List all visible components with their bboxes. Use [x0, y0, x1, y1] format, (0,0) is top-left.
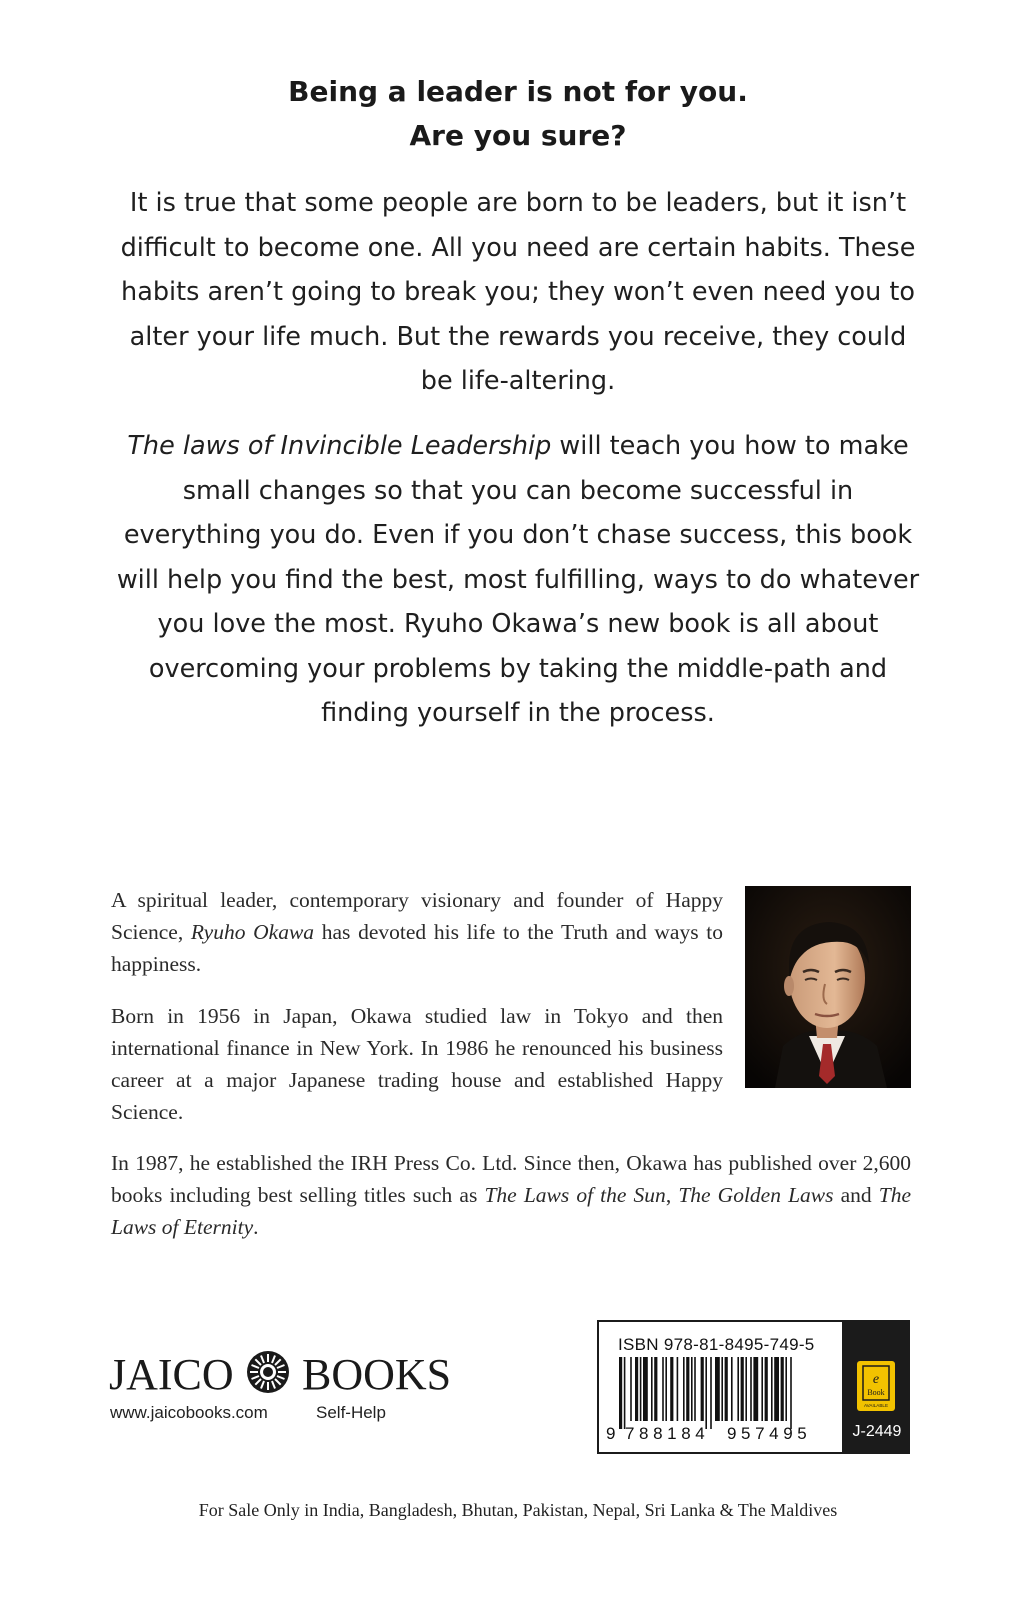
isbn-barcode — [605, 1357, 837, 1443]
barcode-bar — [619, 1357, 622, 1429]
ebook-badge-word: Book — [867, 1388, 885, 1397]
title-golden-laws: The Golden Laws — [678, 1183, 834, 1207]
title-laws-of-the-sun: The Laws of the Sun — [484, 1183, 666, 1207]
barcode-bar — [670, 1357, 673, 1421]
barcode-bar — [686, 1357, 689, 1421]
bio-text: , — [665, 1183, 679, 1207]
bio-text: and — [833, 1183, 879, 1207]
barcode-bar — [635, 1357, 638, 1421]
barcode-bar — [790, 1357, 792, 1429]
barcode-bar — [665, 1357, 667, 1421]
title-laws-of-eternity: The Laws of Eternity — [111, 1183, 912, 1239]
barcode-bar — [654, 1357, 657, 1421]
barcode-digits-left: 788184 — [625, 1424, 710, 1443]
ebook-badge-caption: AVAILABLE — [863, 1403, 889, 1408]
author-bio-paragraph-3 — [111, 1147, 911, 1243]
barcode-bar — [691, 1357, 693, 1421]
author-portrait-image — [745, 886, 911, 1088]
genre-label: Self-Help — [316, 1403, 386, 1422]
barcode-bar — [705, 1357, 707, 1429]
isbn-label: ISBN 978-81-8495-749-5 — [618, 1335, 815, 1354]
bio-text: has devoted his life to the Truth and ways to happiness. — [111, 920, 723, 976]
job-code: J-2449 — [852, 1423, 902, 1440]
barcode-bar — [737, 1357, 739, 1421]
barcode-bar — [753, 1357, 758, 1421]
jaico-sun-logo-icon — [245, 1349, 291, 1395]
bio-text: In 1987, he established the IRH Press Co. Ltd. Since then, Okawa has published over 2,600 books including best selling titles such as — [111, 1151, 911, 1207]
barcode-bar — [683, 1357, 685, 1421]
barcode-bar — [721, 1357, 723, 1421]
blurb-paragraph-2-text: will teach you how to make small changes so that you can become successful in everything you do. Even if you don’t chase success, this book will help you find the best, most fulfilling, ways to do whatever you love the most. Ryuho Okawa’s new book is all about overcoming your problems by taking the middle-path and finding yourself in the process. — [116, 431, 920, 728]
barcode-bar — [785, 1357, 787, 1421]
barcode-bar — [710, 1357, 712, 1429]
bio-text: A spiritual leader, contemporary visionary and founder of Happy Science, — [111, 888, 723, 944]
barcode-bar — [781, 1357, 784, 1421]
barcode-bar — [774, 1357, 779, 1421]
barcode-bar — [662, 1357, 664, 1421]
barcode-bar — [745, 1357, 747, 1421]
ebook-badge-letter: e — [872, 1372, 880, 1387]
barcode-bar — [630, 1357, 632, 1421]
blurb-paragraph-1: It is true that some people are born to be leaders, but it isn’t difficult to become one. All you need are certain habits. These habits aren’t going to break you; they won’t even need you to alter your life much. But the rewards you receive, they could be life-altering. — [120, 188, 916, 396]
barcode-bar — [624, 1357, 626, 1429]
barcode-bar — [765, 1357, 768, 1421]
barcode-bar — [651, 1357, 653, 1421]
sale-territory-note: For Sale Only in India, Bangladesh, Bhutan, Pakistan, Nepal, Sri Lanka & The Maldives — [198, 1500, 838, 1520]
barcode-bar — [640, 1357, 642, 1421]
author-bio-paragraph-1 — [111, 884, 723, 980]
publisher-name-jaico: JAICO — [109, 1350, 234, 1399]
author-bio-paragraph-2: Born in 1956 in Japan, Okawa studied law in Tokyo and then international finance in New York. In 1986 he renounced his business career at a major Japanese trading house and established Happy Science. — [111, 1004, 723, 1124]
author-name: Ryuho Okawa — [190, 920, 315, 944]
barcode-bar — [694, 1357, 696, 1421]
author-portrait — [745, 886, 911, 1088]
barcode-bar — [771, 1357, 773, 1421]
barcode-digit-lead: 9 — [606, 1424, 616, 1443]
blurb-paragraph-2 — [112, 424, 924, 736]
book-title: The laws of Invincible Leadership — [127, 431, 552, 461]
headline-line-1: Being a leader is not for you. — [288, 75, 748, 108]
barcode-bar — [725, 1357, 728, 1421]
barcode-bar — [715, 1357, 720, 1421]
barcode-bar — [750, 1357, 752, 1421]
barcode-bar — [701, 1357, 704, 1421]
barcode-bar — [731, 1357, 733, 1421]
barcode-bar — [643, 1357, 648, 1421]
bio-text: . — [253, 1215, 259, 1239]
publisher-website: www.jaicobooks.com — [110, 1403, 268, 1422]
barcode-digits-right: 957495 — [727, 1424, 812, 1443]
barcode-bar — [741, 1357, 744, 1421]
barcode-bar — [761, 1357, 763, 1421]
barcode-bar — [677, 1357, 679, 1421]
publisher-name-books: BOOKS — [302, 1350, 452, 1399]
ebook-available-icon — [857, 1361, 895, 1411]
headline-line-2: Are you sure? — [409, 119, 627, 152]
